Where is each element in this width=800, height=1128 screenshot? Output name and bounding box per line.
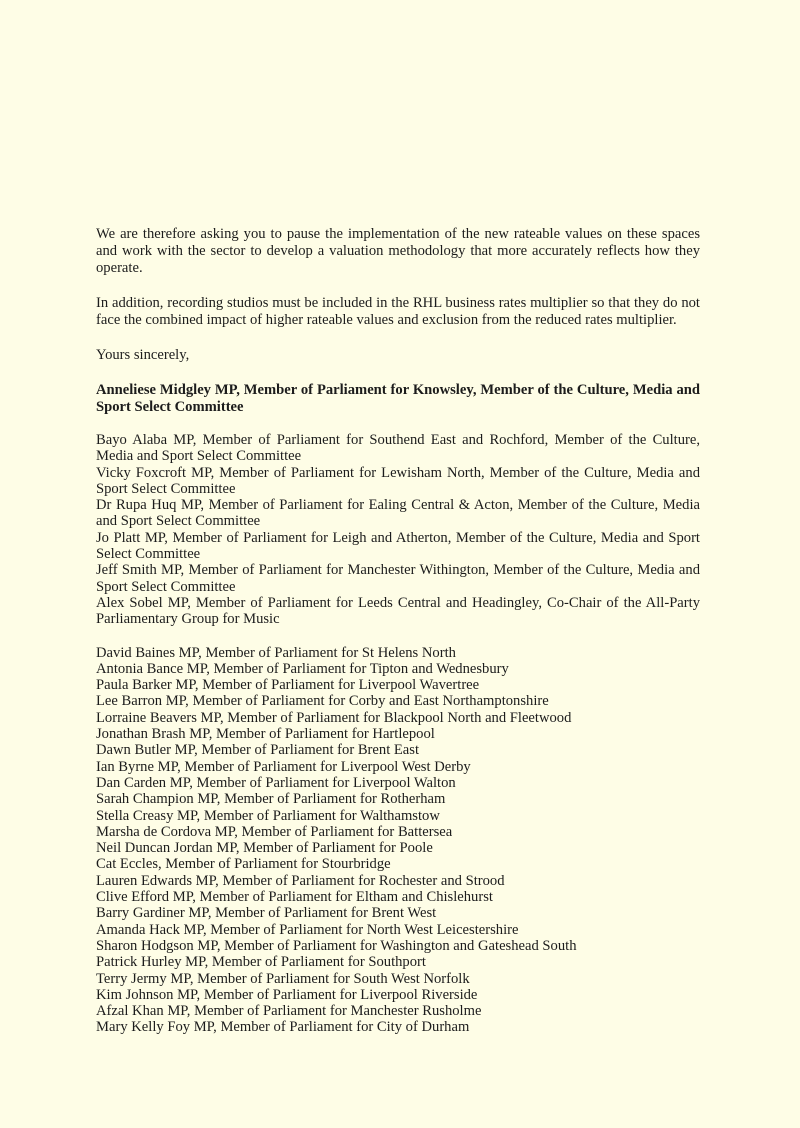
signatory-entry: Amanda Hack MP, Member of Parliament for North West Leicestershire bbox=[96, 921, 519, 938]
committee-signatory-entry: Jeff Smith MP, Member of Parliament for Manchester Withington, Member of the Culture, Media and Sport Select Committee bbox=[96, 562, 700, 595]
signatory-entry: Mary Kelly Foy MP, Member of Parliament for City of Durham bbox=[96, 1019, 470, 1036]
signatory-entry: Marsha de Cordova MP, Member of Parliament for Battersea bbox=[96, 823, 453, 840]
paragraph-pause-request: We are therefore asking you to pause the implementation of the new rateable values on these spaces and work with the sector to develop a valuation methodology that more accurately reflects how they operate. bbox=[96, 226, 700, 276]
signatory-entry: Sharon Hodgson MP, Member of Parliament for Washington and Gateshead South bbox=[96, 937, 577, 954]
signatory-entry: Ian Byrne MP, Member of Parliament for Liverpool West Derby bbox=[96, 758, 471, 775]
paragraph-recording-studios: In addition, recording studios must be included in the RHL business rates multiplier so that they do not face the combined impact of higher rateable values and exclusion from the reduced rates multiplier. bbox=[96, 295, 700, 328]
signatory-entry: Patrick Hurley MP, Member of Parliament for Southport bbox=[96, 954, 426, 971]
signatory-entry: Afzal Khan MP, Member of Parliament for Manchester Rusholme bbox=[96, 1003, 482, 1020]
signatory-entry: Dan Carden MP, Member of Parliament for Liverpool Walton bbox=[96, 774, 456, 791]
signatory-entry: Jonathan Brash MP, Member of Parliament for Hartlepool bbox=[96, 726, 435, 743]
signatory-entry: David Baines MP, Member of Parliament for St Helens North bbox=[96, 644, 456, 661]
signatory-entry: Lee Barron MP, Member of Parliament for Corby and East Northamptonshire bbox=[96, 693, 549, 710]
signatory-entry: Stella Creasy MP, Member of Parliament for Walthamstow bbox=[96, 807, 440, 824]
committee-signatory-list bbox=[96, 432, 700, 628]
signatory-entry: Lorraine Beavers MP, Member of Parliament for Blackpool North and Fleetwood bbox=[96, 709, 572, 726]
signatory-entry: Barry Gardiner MP, Member of Parliament for Brent West bbox=[96, 905, 437, 922]
lead-signatory: Anneliese Midgley MP, Member of Parliament for Knowsley, Member of the Culture, Media and Sport Select Committee bbox=[96, 382, 700, 415]
signatory-list bbox=[96, 645, 700, 1036]
closing-salutation: Yours sincerely, bbox=[96, 347, 190, 363]
signatory-entry: Clive Efford MP, Member of Parliament for Eltham and Chislehurst bbox=[96, 889, 493, 906]
committee-signatory-entry: Dr Rupa Huq MP, Member of Parliament for Ealing Central & Acton, Member of the Culture, Media and Sport Select Committee bbox=[96, 497, 700, 530]
committee-signatory-entry: Jo Platt MP, Member of Parliament for Leigh and Atherton, Member of the Culture, Media and Sport Select Committee bbox=[96, 529, 700, 563]
signatory-entry: Dawn Butler MP, Member of Parliament for Brent East bbox=[96, 742, 420, 759]
signatory-entry: Kim Johnson MP, Member of Parliament for Liverpool Riverside bbox=[96, 986, 478, 1003]
letter-body bbox=[96, 226, 700, 1036]
signatory-entry: Terry Jermy MP, Member of Parliament for South West Norfolk bbox=[96, 970, 470, 987]
signatory-entry: Paula Barker MP, Member of Parliament for Liverpool Wavertree bbox=[96, 677, 480, 694]
signatory-entry: Cat Eccles, Member of Parliament for Stourbridge bbox=[96, 856, 391, 873]
committee-signatory-entry: Vicky Foxcroft MP, Member of Parliament for Lewisham North, Member of the Culture, Media and Sport Select Committee bbox=[96, 464, 700, 497]
committee-signatory-entry: Alex Sobel MP, Member of Parliament for Leeds Central and Headingley, Co-Chair of the All-Party Parliamentary Group for Music bbox=[96, 594, 700, 628]
signatory-entry: Antonia Bance MP, Member of Parliament for Tipton and Wednesbury bbox=[96, 660, 509, 677]
signatory-entry: Lauren Edwards MP, Member of Parliament for Rochester and Strood bbox=[96, 872, 505, 889]
signatory-entry: Neil Duncan Jordan MP, Member of Parliament for Poole bbox=[96, 840, 433, 857]
committee-signatory-entry: Bayo Alaba MP, Member of Parliament for Southend East and Rochford, Member of the Culture, Media and Sport Select Committee bbox=[96, 432, 700, 465]
signatory-entry: Sarah Champion MP, Member of Parliament for Rotherham bbox=[96, 791, 446, 808]
